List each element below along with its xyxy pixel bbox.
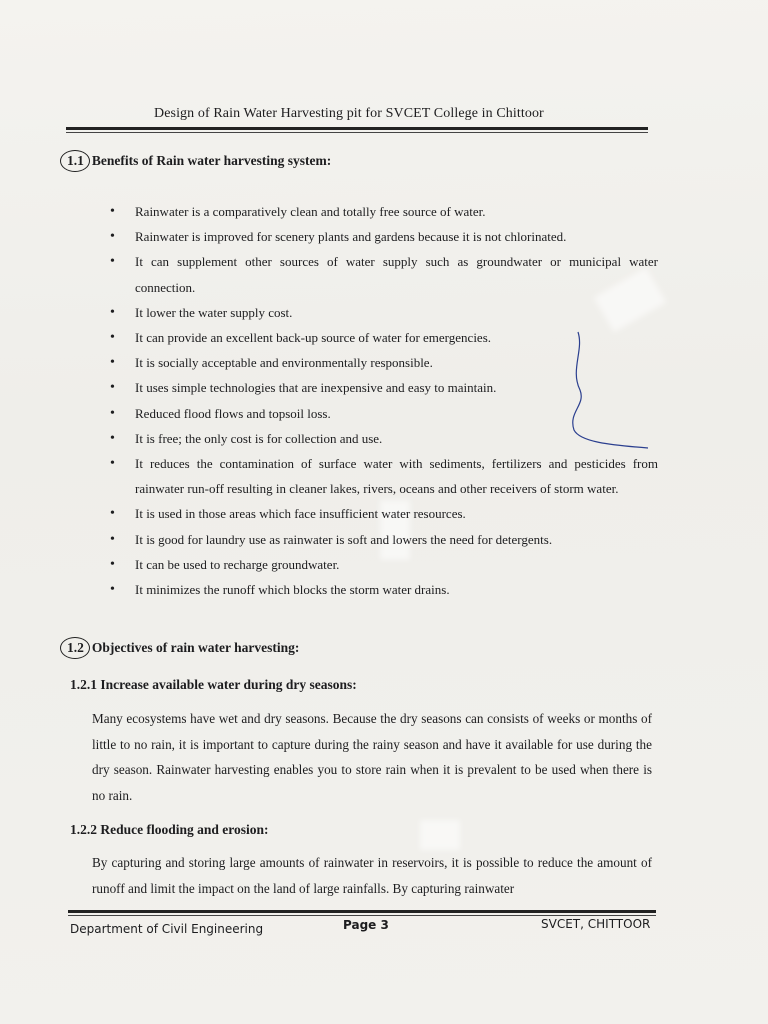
section-title: Objectives of rain water harvesting: [91, 640, 300, 655]
section-heading-1-2 [60, 637, 299, 659]
footer-rule-thin [68, 915, 656, 916]
list-item: • Reduced flood flows and topsoil loss. [110, 401, 658, 426]
paragraph-1-2-2: By capturing and storing large amounts of rainwater in reservoirs, it is possible to reduce the amount of runoff and limit the impact on the land of large rainfalls. By capturing rainwater [92, 855, 652, 896]
section-number-circled: 1.1 [60, 150, 90, 172]
section-number-circled: 1.2 [60, 637, 90, 659]
list-item: • It minimizes the runoff which blocks the storm water drains. [110, 577, 658, 602]
list-item: • It can be used to recharge groundwater. [110, 552, 658, 577]
list-item: • It can supplement other sources of water supply such as groundwater or municipal water connection. [110, 249, 658, 299]
list-item: • Rainwater is improved for scenery plants and gardens because it is not chlorinated. [110, 224, 658, 249]
footer-page-number: Page 3 [343, 918, 389, 932]
header-rule [66, 127, 648, 130]
list-item: • It lower the water supply cost. [110, 300, 658, 325]
list-item: • Rainwater is a comparatively clean and totally free source of water. [110, 199, 658, 224]
header-rule-thin [66, 132, 648, 133]
list-item: • It uses simple technologies that are inexpensive and easy to maintain. [110, 375, 658, 400]
list-item: • It is socially acceptable and environmentally responsible. [110, 350, 658, 375]
paper-crease [420, 820, 460, 850]
section-title: Benefits of Rain water harvesting system: [91, 153, 332, 168]
footer-department: Department of Civil Engineering [70, 922, 264, 936]
section-heading-1-1 [60, 150, 331, 172]
page-header-title: Design of Rain Water Harvesting pit for SVCET College in Chittoor [154, 106, 544, 121]
list-item: • It is good for laundry use as rainwater is soft and lowers the need for detergents. [110, 527, 658, 552]
paragraph-1-2-1: Many ecosystems have wet and dry seasons. Because the dry seasons can consists of weeks or months of little to no rain, it is important to capture during the rainy season and have it available for use during the dry season. Rainwater harvesting enables you to store rain when it is prevalent to be used when there is no rain. [92, 711, 652, 803]
list-item: • It is free; the only cost is for collection and use. [110, 426, 658, 451]
list-item: • It reduces the contamination of surface water with sediments, fertilizers and pesticides from rainwater run-off resulting in cleaner lakes, rivers, oceans and other receivers of storm water. [110, 451, 658, 501]
subsection-heading-1-2-1: 1.2.1 Increase available water during dry seasons: [70, 677, 357, 692]
pen-annotation-mark [540, 330, 650, 460]
footer-college: SVCET, CHITTOOR [541, 917, 651, 931]
list-item: • It can provide an excellent back-up source of water for emergencies. [110, 325, 658, 350]
subsection-heading-1-2-2: 1.2.2 Reduce flooding and erosion: [70, 822, 269, 837]
footer-rule [68, 910, 656, 913]
list-item: • It is used in those areas which face insufficient water resources. [110, 501, 658, 526]
